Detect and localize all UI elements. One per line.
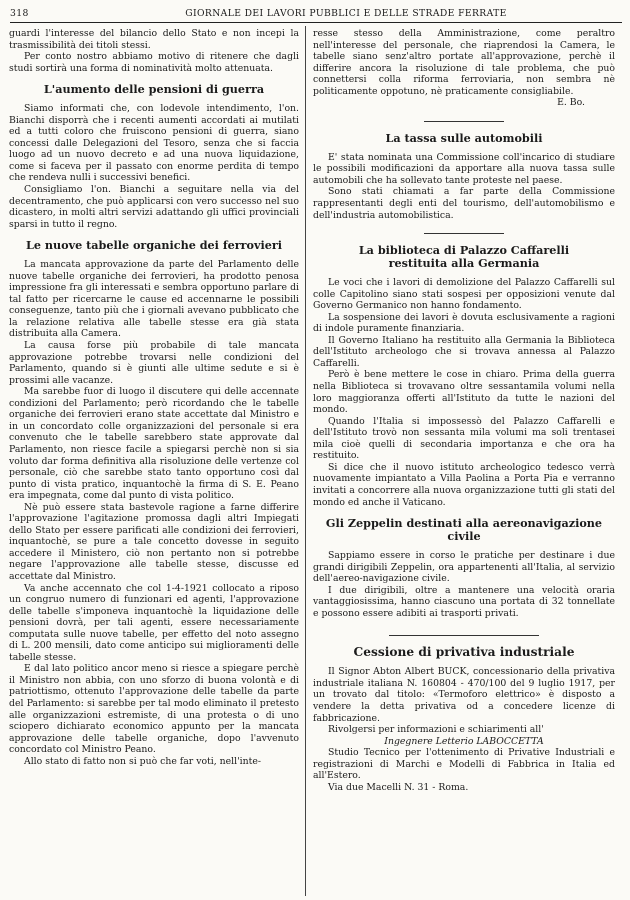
separator-rule [424,121,504,122]
heading-line: La biblioteca di Palazzo Caffarelli [358,243,570,258]
separator-rule [424,233,504,234]
journal-title: GIORNALE DEI LAVORI PUBBLICI E DELLE STRADE FERRATE [185,8,507,19]
studio-address: Via due Macelli N. 31 - Roma. [328,781,469,793]
article-heading-cessione: Cessione di privativa industriale [353,645,575,660]
right-column [313,28,615,896]
continuation-paragraph: resse stesso della Amministrazione, come peraltro nell'interesse del personale, che riaprendosi la Camera, le tabelle siano senz'altro portate all'approvazione, perchè il differire ancora la risoluzione di tale problema, che può connettersi colla riforma ferroviaria, non sembra nè politicamente oppotuno, nè praticamente consigliabile. [313,28,615,97]
article-paragraph: Le voci che i lavori di demolizione del Palazzo Caffarelli sul colle Capitolino siano stati sospesi per opposizioni venute dal Governo Germanico non hanno fondamento. [313,277,615,312]
article-paragraph: Sappiamo essere in corso le pratiche per destinare i due grandi dirigibili Zeppelin, ora appartenenti all'Italia, al servizio dell'aereo-navigazione civile. [313,550,615,585]
article-heading-tabelle: Le nuove tabelle organiche dei ferrovieri [25,238,283,253]
article-paragraph: Il Governo Italiano ha restituito alla Germania la Biblioteca dell'Istituto archeologo che si trovava annessa al Palazzo Caffarelli. [313,334,615,369]
article-paragraph: Sono stati chiamati a far parte della Commissione rappresentanti degli enti del tourismo, dell'automobilismo e dell'industria automobilistica. [313,186,615,221]
article-heading-tassa: La tassa sulle automobili [385,130,543,145]
article-paragraph: Consigliamo l'on. Bianchi a seguitare nella via del decentramento, che può applicarsi con vero successo nel suo dicastero, in molti altri servizi adattando gli uffici provinciali sparsi in tutto il regno. [9,184,299,230]
article-paragraph: E' stata nominata una Commissione coll'incarico di studiare le possibili modificazioni da apportare alla nuova tassa sulle automobili che ha sollevato tante proteste nel paese. [313,151,615,186]
article-paragraph: E dal lato politico ancor meno si riesce a spiegare perchè il Ministro non abbia, con uno sforzo di buona volontà e di patriottismo, ottenuto l'approvazione delle tabelle da parte del Parlamento: si sarebbe per tal modo eliminato il pretesto alle organizzazioni estremiste, di una protesta o di uno sciopero dichiarato economico appunto per la mancata approvazione delle tabelle organiche, dopo l'avvenuto concordato col Ministro Peano. [9,663,299,756]
engineer-name: Ingegnere Letterio LABOCCETTA [384,735,544,747]
intro-paragraph: guardi l'interesse del bilancio dello Stato e non incepi la trasmissibilità dei titoli stessi. [9,28,299,51]
page-number: 318 [10,8,29,19]
column-divider [305,26,306,896]
article-paragraph: La causa forse più probabile di tale mancata approvazione potrebbe trovarsi nelle condizioni del Parlamento, quando si è giunti alle ultime sedute e si è prossimi alle vacanze. [9,340,299,386]
article-paragraph: Siamo informati che, con lodevole intendimento, l'on. Bianchi disporrà che i recenti aumenti accordati ai mutilati ed a tutti coloro che fruiscono pensioni di guerra, siano concessi dalle Delegazioni del Tesoro, senza che si faccia luogo ad un nuovo decreto e ad una nuova liquidazione, come si faceva per il passato con enorme perdita di tempo che rendeva nulli i successivi benefici. [9,103,299,184]
article-heading-biblioteca [313,244,615,270]
article-paragraph: Ma sarebbe fuor di luogo il discutere qui delle accennate condizioni del Parlamento; però ricordando che le tabelle organiche dei ferrovieri erano state accettate dal Ministro e in un concordato colle organizzazioni del personale si era convenuto che le tabelle sarebbero state approvate dal Parlamento, non riesce facile a spiegarsi perchè non si sia voluto dar forma definitiva alla risoluzione delle vertenze col personale, ciò che sarebbe stato tanto opportuno così dal punto di vista pratico, inquantochè la firma di S. E. Peano era impegnata, come dal punto di vista politico. [9,386,299,502]
article-paragraph: I due dirigibili, oltre a mantenere una velocità oraria vantaggiosissima, hanno ciascuno una portata di 32 tonnellate e possono essere adibiti ai trasporti privati. [313,584,615,619]
article-paragraph: Nè può essere stata bastevole ragione a farne differire l'approvazione l'agitazione promossa dagli altri Impiegati dello Stato per essere parificati alle condizioni dei ferrovieri, inquantochè, se pure a tale concetto dovesse in seguito accedere il Ministero, ciò non pertanto non si potrebbe negare l'approvazione alle tabelle stesse, discusse ed accettate dal Ministro. [9,501,299,582]
article-heading-zeppelin: Gli Zeppelin destinati alla aereonavigazione civile [325,516,603,544]
article-paragraph: La mancata approvazione da parte del Parlamento delle nuove tabelle organiche dei ferrovieri, ha prodotto penosa impressione fra gli interessati e sembra opportuno parlare di tal fatto per ricercarne le cause ed accennarne le possibili conseguenze, tanto più che i giornali avevano pubblicato che la relazione relativa alle tabelle stesse era già stata distribuita alla Camera. [9,259,299,340]
article-heading-pensioni: L'aumento delle pensioni di guerra [43,82,265,97]
author-signature: E. Bo. [557,97,585,109]
studio-description: Studio Tecnico per l'ottenimento di Privative Industriali e registrazioni di Marchi e Modelli di Fabbrica in Italia ed all'Estero. [313,747,615,782]
article-paragraph: Si dice che il nuovo istituto archeologico tedesco verrà nuovamente impiantato a Villa Paolina a Porta Pia e verranno invitati a concorrere alla nuova organizzazione tutti gli stati del mondo ed anche il Vaticano. [313,461,615,508]
article-paragraph: Rivolgersi per informazioni e schiarimenti all' [328,724,544,736]
article-paragraph: Allo stato di fatto non si può che far voti, nell'inte- [24,755,261,767]
heading-line: restituita alla Germania [388,256,540,271]
article-paragraph: La sospensione dei lavori è dovuta esclusivamente a ragioni di indole puramente finanziaria. [313,311,615,335]
article-paragraph: Il Signor Abton Albert BUCK, concessionario della privativa industriale italiana N. 160804 - 470/100 del 9 luglio 1917, per un trovato dal titolo: «Termoforo elettrico» è disposto a vendere la detta privativa od a concedere licenze di fabbricazione. [313,666,615,724]
intro-paragraph: Per conto nostro abbiamo motivo di ritenere che dagli studi sortirà una forma di nominatività molto attenuata. [9,51,299,74]
article-paragraph: Va anche accennato che col 1-4-1921 collocato a riposo un congruo numero di funzionari ed agenti, l'approvazione delle tabelle s'imponeva inquantochè la liquidazione delle pensioni dovrà, per tali agenti, essere necessariamente computata sulle nuove tabelle, per effetto del noto assegno di L. 200 mensili, dato come anticipo sui miglioramenti delle tabelle stesse. [9,582,299,663]
article-paragraph: Quando l'Italia si impossessò del Palazzo Caffarelli e dell'Istituto trovò non sessanta mila volumi ma soli trentasei mila cioè quelli di secondaria importanza e che ora ha restituito. [313,415,615,462]
left-column [9,28,299,896]
separator-rule [389,635,539,636]
page-header [10,6,622,23]
article-paragraph: Però è bene mettere le cose in chiaro. Prima della guerra nella Biblioteca si trovavano oltre sessantamila volumi nella loro maggioranza offerti all'Istituto da tutte le nazioni del mondo. [313,369,615,416]
